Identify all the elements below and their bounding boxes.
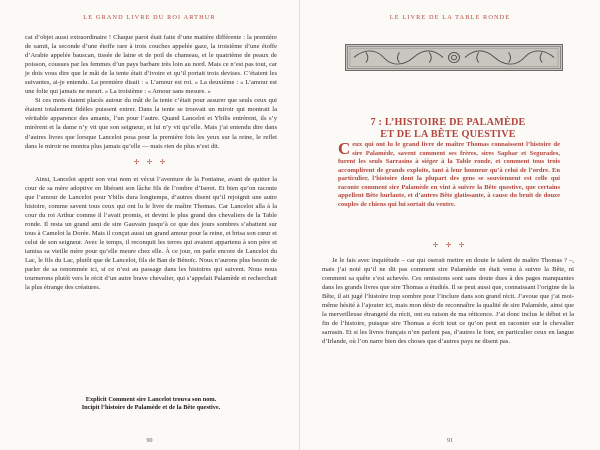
paragraph: Si ces mots étaient placés autour du mât de la tente c’était pour assurer que seuls ceux qui étaient totalement fidèles puissent entrer. Dans la tente se trouvait un miroir qui montrait la véritable apparence des amants, l’un pour l’autre. Quand Lancelot et Ybilis entrèrent, ils s’y mirèrent et la dame n’y vit que son seigneur, et lui n’y vit qu’elle. Mais j’ai entendu dire dans d’autres livres que lorsque Lancelot posa pour la première fois les yeux sur la reine, le reflet dans le miroir ne montra plus jamais qu’elle — mais rien de plus n’est dit.: [25, 97, 277, 150]
right-body-text: [322, 256, 574, 346]
left-body-text: [25, 33, 277, 292]
paragraph: Ainsi, Lancelot apprit son vrai nom et vécut l’aventure de la Fontaine, avant de quitter la cour de sa mère adoptive en libérant son lâche fils de l’ombre d’Iseret. Et bien qu’on raconte que l’amour de Lancelot pour Ybilis dura longtemps, d’autres disent qu’il rejoignit une autre histoire, comme savent tous ceux qui ont lu le livre de maître Thomas. Car Lancelot alla à la cour du roi Arthur comme il l’avait promis, et devint le plus grand des chevaliers de la Table ronde. Il resta un grand ami de sire Gauvain jusqu’à ce que des jours sombres s’abattent sur tous à Camelot la Dorée. Mais il conçut aussi un grand amour pour la reine, et brisa son cœur et celui de son seigneur. Avec le temps, il reconquit les terres qui avaient appartenu à son père et tamisa sa vieille mère pour qu’elle meure chez elle. À ce jour, on parle encore de Lancelot du Lac, le fils du Lac, plutôt que de Lancelot, fils de Ban de Bénoïc. Nous n’aurons plus besoin de parler de sa renommée ici, si ce n’est au passage dans les histoires qui suivent. Nous nous tournerons plutôt vers le récit d’un autre brave chevalier, qui s’appelait Palamède et recherchait la plus étrange des créatures.: [25, 175, 277, 292]
explicit-line: Explicit Comment sire Lancelot trouva son nom.: [85, 396, 217, 403]
summary-text: eux qui ont lu le grand livre de maître Thomas connaissent l’histoire de sire Palamède, savent comment ses frères, sires Saphar et Segurades, furent les seuls Sarrasins à siéger à la Table ronde, et comment tous trois accomplirent de grands exploits, tant à leur honneur qu’à celui de l’ordre. En particulier, l’histoire dont la plupart des gens se souviennent est celle qui raconte comment sire Palamède en vint à suivre la Bête questive, que certains appellent Bête hurlante, et d’autres Bête glatissante, à cause du bruit de douze couples de chiens qui lui sortait du ventre.: [338, 141, 560, 208]
decorative-banner: [345, 44, 563, 71]
drop-cap: C: [338, 139, 351, 158]
explicit-incipit: [25, 396, 277, 413]
incipit-line: Incipit l’histoire de Palamède et de la Bête questive.: [81, 404, 221, 412]
running-head-right: LE LIVRE DE LA TABLE RONDE: [389, 14, 511, 21]
section-ornament: ✢ ✢ ✢: [432, 242, 468, 249]
right-page: [300, 0, 600, 450]
paragraph: Je le fais avec inquiétude – car qui oserait mettre en doute le talent de maître Thomas ? –, mais j’ai noté qu’il ne dit pas comment sire Palamède en était venu à suivre la Bête, ni comment sa quête s’est achevée. Ces omissions sont sans doute dues à des pages manquantes dans les grands livres que sire Thomas a étudiés. Il se peut aussi que, connaissant l’origine de la Bête, il ait jugé l’histoire trop sombre pour l’inclure dans son grand récit. J’avoue que j’ai moi-même hésité à l’ajouter ici, mais mon désir de reconnaître la qualité de sire Palamède, ainsi que la merveilleuse étrangeté du récit, ont eu raison de ma réticence. J’ai donc inclus le début et la fin de l’histoire, puisque sire Thomas a écrit tout ce qu’on peut en raconter sur le chevalier sarrasin. Et si les livres français n’en parlent pas, d’autres le font, en particulier ceux en langue d’Irlande, où l’on narre bien des choses que d’autres pays ne disent pas.: [322, 257, 574, 346]
paragraph: cat d’objet aussi extraordinaire ! Chaque paroi était faite d’une matière différente : la première de samit, la seconde d’une étoffe rare à trois couches appelée gaze, la troisième d’une étoffe d’Arabie appelée bauscan, tissée de laine et de poil de chameau, et le quatrième de peaux de poisson, cousues par les femmes d’un pays barbare très loin au nord. Mais ce n’est pas tout, car je dois vous dire que le mât de la tente était d’ivoire et qu’il portait trois devises. C’étaient les suivantes, ai-je entendu. La première disait : « L’amour est roi. » La deuxième : « L’amour est une folie qui jamais ne meurt. » La troisième : « Amour sans mesure. »: [25, 34, 277, 96]
page-number-left: 90: [146, 438, 153, 444]
chapter-summary: [338, 141, 560, 209]
chapter-title-line: ET DE LA BÊTE QUESTIVE: [380, 128, 516, 140]
running-head-left: LE GRAND LIVRE DU ROI ARTHUR: [83, 14, 216, 21]
chapter-title: [322, 117, 574, 140]
section-ornament: ✢ ✢ ✢: [133, 158, 169, 166]
chapter-title-line: 7 : L’HISTOIRE DE PALAMÈDE: [370, 117, 526, 128]
ornamental-scroll-icon: [346, 45, 562, 70]
page-number-right: 91: [447, 438, 453, 444]
